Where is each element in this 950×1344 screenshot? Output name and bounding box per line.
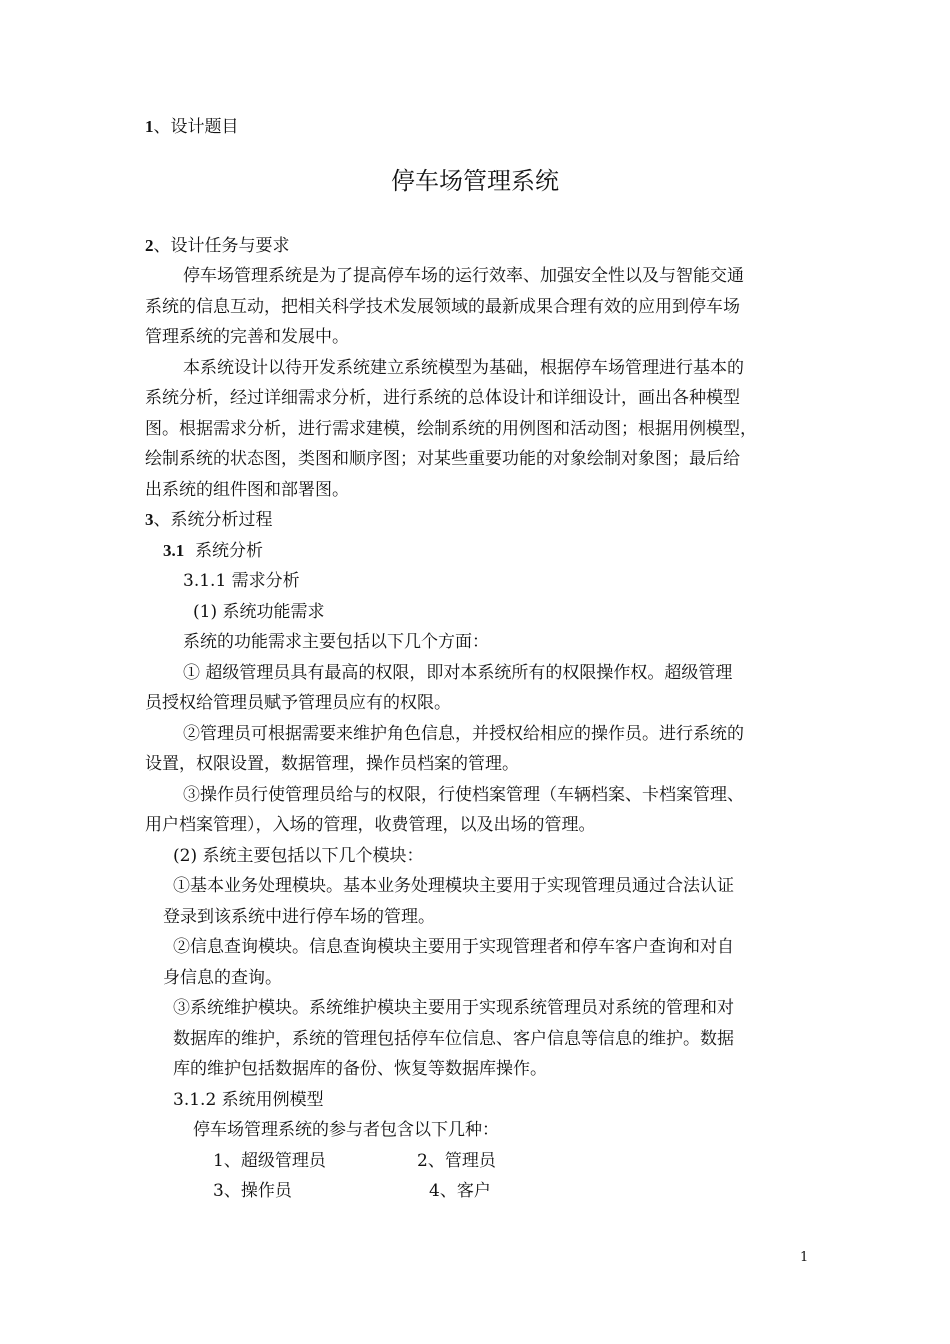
list-item: ③操作员行使管理员给与的权限，行使档案管理（车辆档案、卡档案管理、 xyxy=(183,785,744,805)
paragraph-line: 系统的功能需求主要包括以下几个方面： xyxy=(183,632,489,652)
list-item: ① 超级管理员具有最高的权限，即对本系统所有的权限操作权。超级管理 xyxy=(183,663,733,683)
list-item: ③系统维护模块。系统维护模块主要用于实现系统管理员对系统的管理和对 xyxy=(173,998,734,1018)
list-item: 员授权给管理员赋予管理员应有的权限。 xyxy=(145,693,451,713)
document-title: 停车场管理系统 xyxy=(391,167,559,195)
section-1-heading: 1、设计题目 xyxy=(145,117,239,137)
list-item: 设置，权限设置，数据管理，操作员档案的管理。 xyxy=(145,754,519,774)
item-2-heading: (2) 系统主要包括以下几个模块： xyxy=(173,846,424,866)
item-1-heading: (1) 系统功能需求 xyxy=(193,602,325,622)
actor-item: 1、超级管理员 xyxy=(213,1151,326,1171)
paragraph-line: 图。根据需求分析，进行需求建模，绘制系统的用例图和活动图；根据用例模型， xyxy=(145,419,757,439)
page-number: 1 xyxy=(800,1250,809,1265)
actor-item: 4、客户 xyxy=(429,1181,491,1201)
paragraph-line: 停车场管理系统的参与者包含以下几种： xyxy=(193,1120,499,1140)
section-3-heading: 3、系统分析过程 xyxy=(145,510,273,530)
paragraph-line: 本系统设计以待开发系统建立系统模型为基础，根据停车场管理进行基本的 xyxy=(183,358,744,378)
list-item: 库的维护包括数据库的备份、恢复等数据库操作。 xyxy=(173,1059,547,1079)
list-item: ②信息查询模块。信息查询模块主要用于实现管理者和停车客户查询和对自 xyxy=(173,937,734,957)
paragraph-line: 停车场管理系统是为了提高停车场的运行效率、加强安全性以及与智能交通 xyxy=(183,266,744,286)
list-item: 登录到该系统中进行停车场的管理。 xyxy=(163,907,435,927)
list-item: ①基本业务处理模块。基本业务处理模块主要用于实现管理员通过合法认证 xyxy=(173,876,734,896)
section-2-heading: 2、设计任务与要求 xyxy=(145,236,290,256)
paragraph-line: 出系统的组件图和部署图。 xyxy=(145,480,349,500)
actor-item: 3、操作员 xyxy=(213,1181,292,1201)
paragraph-line: 系统分析，经过详细需求分析，进行系统的总体设计和详细设计，画出各种模型 xyxy=(145,388,740,408)
actor-item: 2、管理员 xyxy=(417,1151,496,1171)
list-item: ②管理员可根据需要来维护角色信息，并授权给相应的操作员。进行系统的 xyxy=(183,724,744,744)
section-3-1-heading: 3.1 系统分析 xyxy=(163,541,264,561)
list-item: 身信息的查询。 xyxy=(163,968,282,988)
paragraph-line: 管理系统的完善和发展中。 xyxy=(145,327,349,347)
section-3-1-1-heading: 3.1.1 需求分析 xyxy=(183,571,300,591)
paragraph-line: 系统的信息互动，把相关科学技术发展领域的最新成果合理有效的应用到停车场 xyxy=(145,297,740,317)
section-3-1-2-heading: 3.1.2 系统用例模型 xyxy=(173,1090,324,1110)
list-item: 用户档案管理），入场的管理，收费管理，以及出场的管理。 xyxy=(145,815,596,835)
paragraph-line: 绘制系统的状态图，类图和顺序图；对某些重要功能的对象绘制对象图；最后给 xyxy=(145,449,740,469)
list-item: 数据库的维护，系统的管理包括停车位信息、客户信息等信息的维护。数据 xyxy=(173,1029,734,1049)
